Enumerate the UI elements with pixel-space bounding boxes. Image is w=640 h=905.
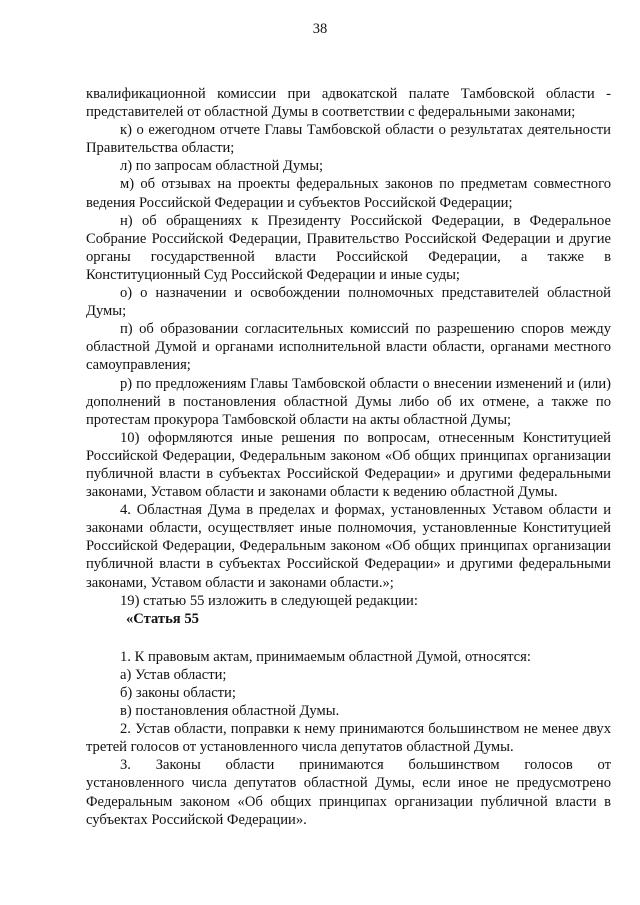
- paragraph: п) об образовании согласительных комиссий по разрешению споров между областной Думой и органами исполнительной власти области, органами местного самоуправления;: [86, 321, 611, 374]
- list-item: б) законы области;: [120, 685, 236, 701]
- word: принимаются: [299, 757, 384, 774]
- paragraph: р) по предложениям Главы Тамбовской области о внесении изменений и (или) дополнений в постановления областной Думы либо об их отмене, а также по протестам прокурора Тамбовской области на акты областной Думы;: [86, 375, 611, 428]
- word: большинством: [408, 757, 500, 774]
- word: 3.: [120, 757, 131, 774]
- list-item: в) постановления областной Думы.: [120, 703, 340, 720]
- paragraph: установленного числа депутатов областной Думы, если иное не предусмотрено Федеральным законом «Об общих принципах организации публичной власти в субъектах Российской Федерации».: [86, 775, 611, 828]
- paragraph: 10) оформляются иные решения по вопросам, отнесенным Конституцией Российской Федерации, Федеральным законом «Об общих принципах организации публичной власти в субъектах Российской Федерации» и другими федеральными законами, Уставом области и законами области к ведению областной Думы.: [86, 429, 611, 501]
- paragraph: м) об отзывах на проекты федеральных законов по предметам совместного ведения Российской Федерации и субъектов Российской Федерации;: [86, 176, 611, 211]
- paragraph: 2. Устав области, поправки к нему принимаются большинством не менее двух третей голосов от установленного числа депутатов областной Думы.: [86, 721, 611, 756]
- spacer: [86, 628, 611, 648]
- paragraph: о) о назначении и освобождении полномочных представителей областной Думы;: [86, 285, 611, 320]
- paragraph: 4. Областная Дума в пределах и формах, установленных Уставом области и законами области, осуществляет иные полномочия, установленные Конституцией Российской Федерации, Федеральным законом «Об общих принципах организации публичной власти в субъектах Российской Федерации» и другими федеральными законами, Уставом области и законами области.»;: [86, 502, 611, 591]
- paragraph: 19) статью 55 изложить в следующей редакции:: [120, 592, 418, 609]
- word: области: [225, 757, 275, 774]
- paragraph: н) об обращениях к Президенту Российской Федерации, в Федеральное Собрание Российской Федерации, Правительство Российской Федерации и другие органы государственной власти Российской Федерации, а также в Конституционный Суд Российской Федерации и иные суды;: [86, 212, 611, 283]
- list-item: а) Устав области;: [120, 666, 227, 683]
- paragraph: 1. К правовым актам, принимаемым областной Думой, относятся:: [120, 648, 531, 665]
- paragraph: л) по запросам областной Думы;: [120, 158, 324, 175]
- word: Законы: [155, 757, 201, 774]
- word: от: [597, 757, 611, 774]
- paragraph: квалификационной комиссии при адвокатской палате Тамбовской области - представителей от областной Думы в соответствии с федеральными законами;: [86, 86, 611, 121]
- word: голосов: [524, 757, 573, 774]
- page-number: 38: [312, 21, 328, 37]
- paragraph-first-line: [86, 756, 611, 774]
- article-heading: «Статья 55: [126, 610, 199, 627]
- paragraph: к) о ежегодном отчете Главы Тамбовской области о результатах деятельности Правительства области;: [86, 122, 611, 157]
- document-body: [86, 85, 611, 829]
